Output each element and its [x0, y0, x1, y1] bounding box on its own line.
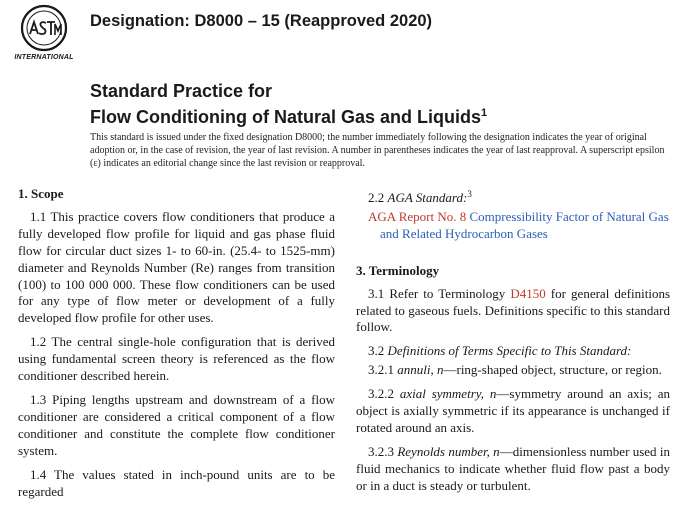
p3-2-2-term: axial symmetry, n [399, 386, 497, 402]
paragraph-3-2-2 [356, 386, 670, 437]
paragraph-1-2: 1.2 The central single-hole configuration that is derived using fundamental screen theory is referenced as the flow conditioner described herein. [18, 334, 335, 384]
issuance-notice: This standard is issued under the fixed designation D8000; the number immediately following the designation indicates the year of original adoption or, in the case of revision, the year of last revision. A number in parentheses indicates the year of last reapproval. A superscript epsilon (ε) indicates an editorial change since the last revision or reapproval. [90, 132, 665, 169]
left-column [18, 186, 335, 507]
section-heading-scope: 1. Scope [18, 186, 64, 201]
title-text: Flow Conditioning of Natural Gas and Liquids [90, 107, 481, 127]
aga-footnote-mark[interactable]: 3 [467, 189, 472, 199]
section-heading-terminology: 3. Terminology [356, 262, 440, 278]
paragraph-3-2 [356, 343, 670, 360]
logo-label: INTERNATIONAL [14, 54, 74, 61]
document-title [90, 80, 487, 128]
p3-1-text-a: 3.1 Refer to Terminology [368, 285, 511, 301]
aga-reference [356, 209, 670, 243]
aga-title: AGA Standard: [387, 190, 468, 205]
title-line-1: Standard Practice for [90, 81, 273, 101]
p3-2-3-term: Reynolds number, n [397, 443, 500, 459]
title-line-2 [90, 102, 487, 128]
d4150-link[interactable]: D4150 [510, 285, 546, 301]
aga-standard-heading [356, 186, 670, 207]
aga-report-title-link[interactable]: Compressibility Factor of Natural Gas and Related Hydrocarbon Gases [380, 208, 669, 241]
paragraph-1-3: 1.3 Piping lengths upstream and downstream of a flow conditioner are considered a critical component of a flow conditioner and constitute the complete flow conditioner system. [18, 391, 335, 458]
aga-label: 2.2 [368, 190, 388, 205]
p3-2-title: Definitions of Terms Specific to This Standard: [387, 343, 632, 359]
astm-logo [6, 4, 82, 62]
aga-report-link[interactable]: AGA Report No. 8 [368, 208, 467, 224]
p3-2-2-label: 3.2.2 [368, 386, 400, 402]
p3-2-1-label: 3.2.1 [368, 362, 398, 378]
aga-reference-entry [368, 209, 670, 243]
p3-2-1-def: —ring-shaped object, structure, or region. [443, 362, 662, 378]
designation: Designation: D8000 – 15 (Reapproved 2020) [90, 12, 433, 30]
title-footnote-mark[interactable]: 1 [480, 107, 488, 119]
p3-1-text-b: for general definitions related to gaseous fuels. Definitions specific to this standard follow. [356, 285, 671, 335]
right-column [356, 186, 670, 502]
astm-logo-icon [6, 4, 82, 54]
p3-2-1-term: annuli, n [397, 362, 444, 378]
paragraph-3-2-3 [356, 444, 670, 495]
paragraph-1-1: 1.1 This practice covers flow conditioners that produce a fully developed flow profile for liquid and gas phase fluid flow for circular duct sizes 1- to 60-in. (25.4- to 1525-mm) diameter and Reynolds Number (Re) ranges from transition (100) to 100 000 000. These flow conditioners can be used for any type of flow meter or development of a fully developed flow profile for other uses. [18, 208, 335, 326]
p3-2-2-def: —symmetry around an axis; an object is axially symmetric if its appearance is unchanged if rotated around an axis. [356, 386, 671, 435]
p3-2-3-def: —dimensionless number used in fluid mechanics to indicate whether fluid flow past a body or in a duct is steady or turbulent. [356, 443, 670, 493]
paragraph-1-4: 1.4 The values stated in inch-pound units are to be regarded [18, 466, 335, 499]
paragraph-3-1 [356, 286, 670, 337]
paragraph-3-2-1 [356, 362, 670, 379]
p3-2-label: 3.2 [368, 343, 388, 359]
p3-2-3-label: 3.2.3 [368, 443, 398, 459]
